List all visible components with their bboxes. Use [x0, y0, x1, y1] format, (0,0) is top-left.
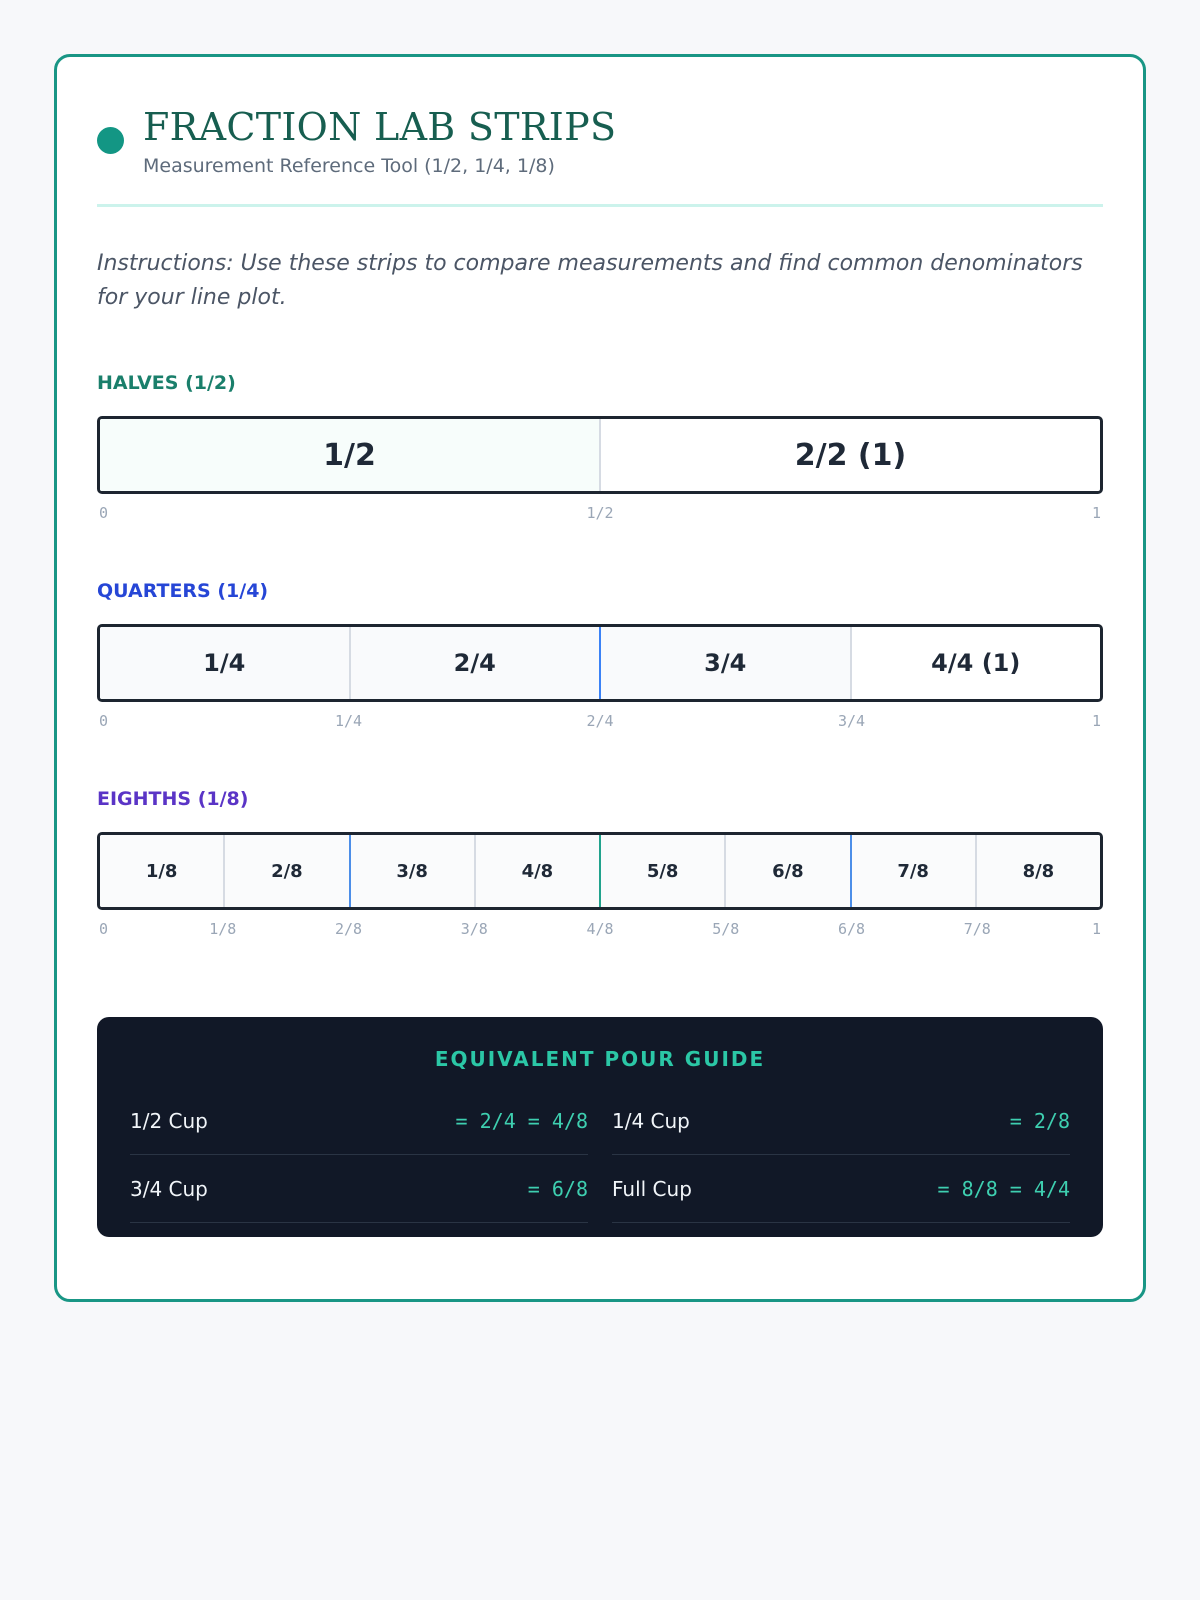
guide-equivalent: = 8/8 = 4/4 — [937, 1176, 1070, 1201]
guide-row — [612, 1087, 1070, 1155]
guide-row — [130, 1155, 588, 1223]
quarters-segment: 1/4 — [100, 627, 349, 699]
status-dot-icon — [97, 127, 124, 154]
tick-label: 2/4 — [586, 712, 614, 730]
tick-label: 1 — [1091, 504, 1101, 522]
eighths-segment: 4/8 — [474, 835, 599, 907]
page-title: FRACTION LAB STRIPS — [143, 105, 617, 149]
tick-label: 7/8 — [963, 920, 991, 938]
halves-section — [97, 372, 1103, 524]
eighths-segment: 2/8 — [223, 835, 348, 907]
eighths-segment: 8/8 — [975, 835, 1100, 907]
quarters-strip — [97, 624, 1103, 702]
eighths-segment: 1/8 — [100, 835, 223, 907]
tick-label: 1/8 — [209, 920, 237, 938]
tick-label: 4/8 — [586, 920, 614, 938]
halves-label: HALVES (1/2) — [97, 372, 236, 394]
tick-label: 0 — [99, 504, 109, 522]
halves-segment: 2/2 (1) — [599, 419, 1100, 491]
guide-cup-label: Full Cup — [612, 1176, 692, 1201]
header — [97, 57, 1103, 207]
halves-segment: 1/2 — [100, 419, 599, 491]
guide-equivalent: = 2/4 = 4/8 — [455, 1108, 588, 1133]
guide-cup-label: 1/4 Cup — [612, 1108, 690, 1133]
tick-label: 1 — [1091, 920, 1101, 938]
eighths-section — [97, 788, 1103, 940]
page-subtitle: Measurement Reference Tool (1/2, 1/4, 1/8) — [143, 155, 555, 177]
eighths-segment: 5/8 — [599, 835, 724, 907]
quarters-label: QUARTERS (1/4) — [97, 580, 269, 602]
guide-title: EQUIVALENT POUR GUIDE — [434, 1047, 766, 1071]
equivalent-pour-guide — [97, 1017, 1103, 1237]
tick-label: 6/8 — [837, 920, 866, 938]
tick-label: 1/2 — [586, 504, 614, 522]
guide-cup-label: 3/4 Cup — [130, 1176, 208, 1201]
guide-equivalent: = 2/8 — [1009, 1108, 1070, 1133]
quarters-segment: 2/4 — [349, 627, 600, 699]
tick-label: 3/8 — [460, 920, 488, 938]
tick-label: 0 — [99, 920, 109, 938]
instructions: Instructions: Use these strips to compare measurements and find common denominators for your line plot. — [97, 251, 1083, 310]
eighths-segment: 6/8 — [724, 835, 849, 907]
tick-label: 1/4 — [334, 712, 363, 730]
eighths-segment: 3/8 — [349, 835, 474, 907]
halves-strip — [97, 416, 1103, 494]
tick-label: 5/8 — [712, 920, 740, 938]
eighths-label: EIGHTHS (1/8) — [97, 788, 249, 810]
eighths-segment: 7/8 — [850, 835, 975, 907]
guide-equivalent: = 6/8 — [527, 1176, 588, 1201]
quarters-section — [97, 580, 1103, 732]
eighths-strip — [97, 832, 1103, 910]
quarters-segment: 4/4 (1) — [850, 627, 1101, 699]
guide-grid — [130, 1087, 1070, 1223]
tick-label: 2/8 — [334, 920, 363, 938]
fraction-card — [54, 54, 1146, 1302]
guide-row — [130, 1087, 588, 1155]
tick-label: 3/4 — [837, 712, 866, 730]
quarters-segment: 3/4 — [599, 627, 850, 699]
guide-cup-label: 1/2 Cup — [130, 1108, 208, 1133]
tick-label: 0 — [99, 712, 109, 730]
quarters-ticks — [97, 702, 1103, 732]
guide-row — [612, 1155, 1070, 1223]
eighths-ticks — [97, 910, 1103, 940]
tick-label: 1 — [1091, 712, 1101, 730]
halves-ticks — [97, 494, 1103, 524]
